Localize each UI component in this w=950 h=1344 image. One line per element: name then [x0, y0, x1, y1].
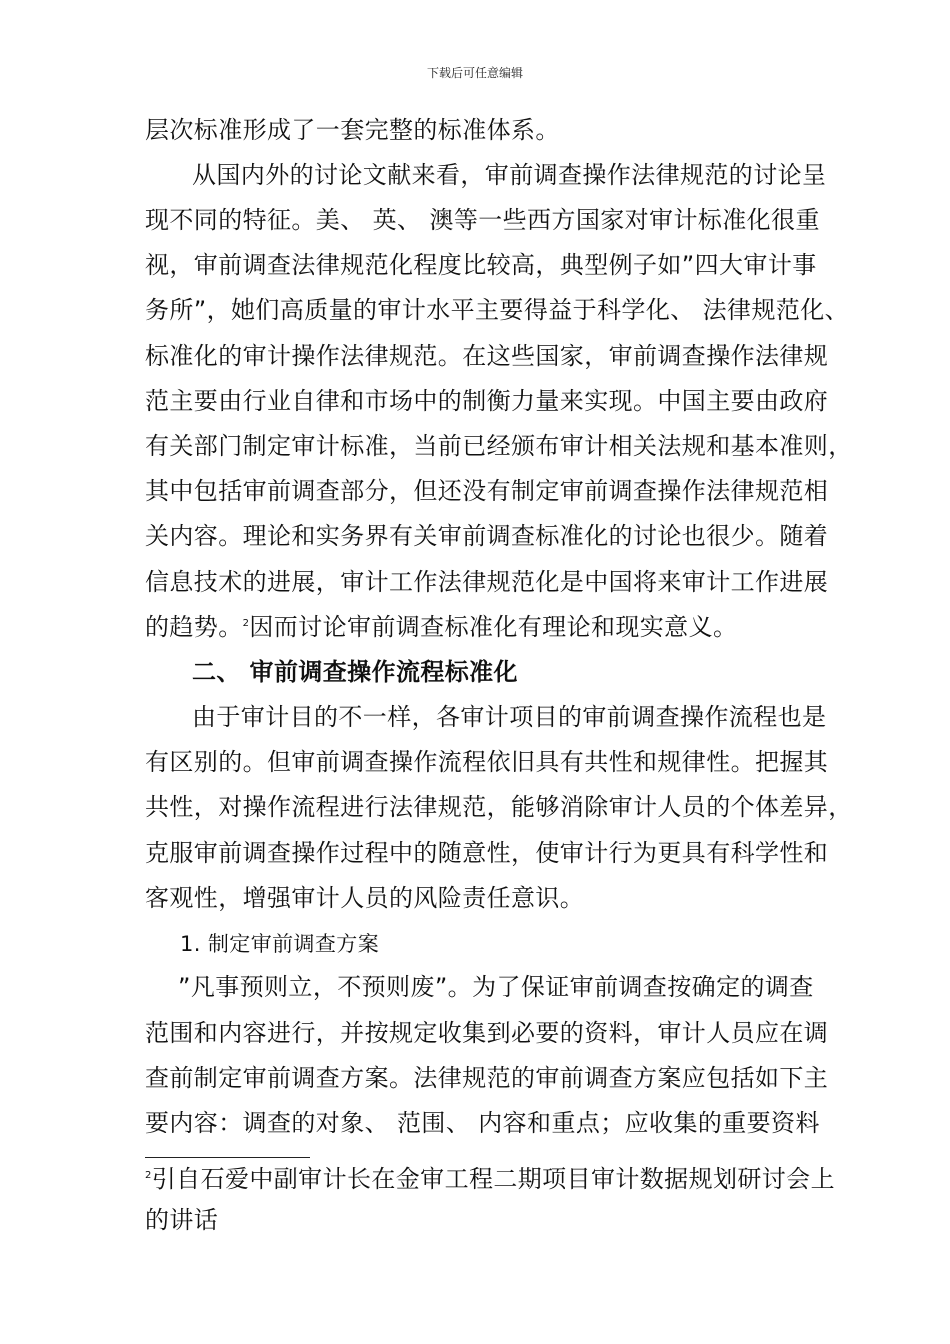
- paragraph-line: 有区别的。但审前调查操作流程依旧具有共性和规律性。把握其: [145, 748, 829, 776]
- paragraph-line: 克服审前调查操作过程中的随意性，使审计行为更具有科学性和: [145, 839, 829, 867]
- footnote-mark: 2: [145, 1170, 152, 1181]
- paragraph-line: 层次标准形成了一套完整的标准体系。: [145, 116, 560, 144]
- paragraph-line: 共性，对操作流程进行法律规范，能够消除审计人员的个体差异，: [145, 793, 853, 821]
- paragraph-line: 标准化的审计操作法律规范。在这些国家，审前调查操作法律规: [145, 342, 829, 370]
- paragraph-line: 信息技术的进展，审计工作法律规范化是中国将来审计工作进展: [145, 568, 829, 596]
- paragraph-line: 客观性，增强审计人员的风险责任意识。: [145, 884, 585, 912]
- paragraph-line: 由于审计目的不一样，各审计项目的审前调查操作流程也是: [192, 703, 827, 731]
- footnote-reference[interactable]: 2: [242, 618, 250, 629]
- paragraph-line: 要内容：调查的对象、 范围、 内容和重点；应收集的重要资料: [145, 1109, 820, 1137]
- paragraph-line: 从国内外的讨论文献来看，审前调查操作法律规范的讨论呈: [192, 161, 827, 189]
- paragraph-line: 有关部门制定审计标准，当前已经颁布审计相关法规和基本准则，: [145, 432, 853, 460]
- paragraph-line: 务所”，她们高质量的审计水平主要得益于科学化、 法律规范化、: [145, 296, 850, 324]
- paragraph-line: 其中包括审前调查部分，但还没有制定审前调查操作法律规范相: [145, 477, 829, 505]
- footnote-line: 的讲话: [145, 1206, 219, 1234]
- paragraph-text: 因而讨论审前调查标准化有理论和现实意义。: [249, 613, 738, 641]
- paragraph-text: 的趋势。: [145, 613, 243, 641]
- paragraph-line: 视，审前调查法律规范化程度比较高，典型例子如”四大审计事: [145, 251, 817, 279]
- paragraph-line: 现不同的特征。美、 英、 澳等一些西方国家对审计标准化很重: [145, 206, 820, 234]
- paragraph-line: 关内容。理论和实务界有关审前调查标准化的讨论也很少。随着: [145, 522, 829, 550]
- section-heading: 二、 审前调查操作流程标准化: [192, 658, 518, 686]
- subsection-heading: 1. 制定审前调查方案: [180, 932, 380, 956]
- paragraph-line: [145, 612, 737, 642]
- footnote-separator: [145, 1157, 310, 1158]
- paragraph-line: 范围和内容进行，并按规定收集到必要的资料，审计人员应在调: [145, 1019, 829, 1047]
- paragraph-line: 范主要由行业自律和市场中的制衡力量来实现。中国主要由政府: [145, 387, 829, 415]
- paragraph-line: 查前制定审前调查方案。法律规范的审前调查方案应包括如下主: [145, 1064, 829, 1092]
- header-note: 下载后可任意编辑: [426, 66, 523, 80]
- footnote: [145, 1164, 835, 1194]
- footnote-text: 引自石爱中副审计长在金审工程二期项目审计数据规划研讨会上: [151, 1165, 835, 1193]
- paragraph-line: ”凡事预则立，不预则废”。为了保证审前调查按确定的调查: [178, 973, 814, 1001]
